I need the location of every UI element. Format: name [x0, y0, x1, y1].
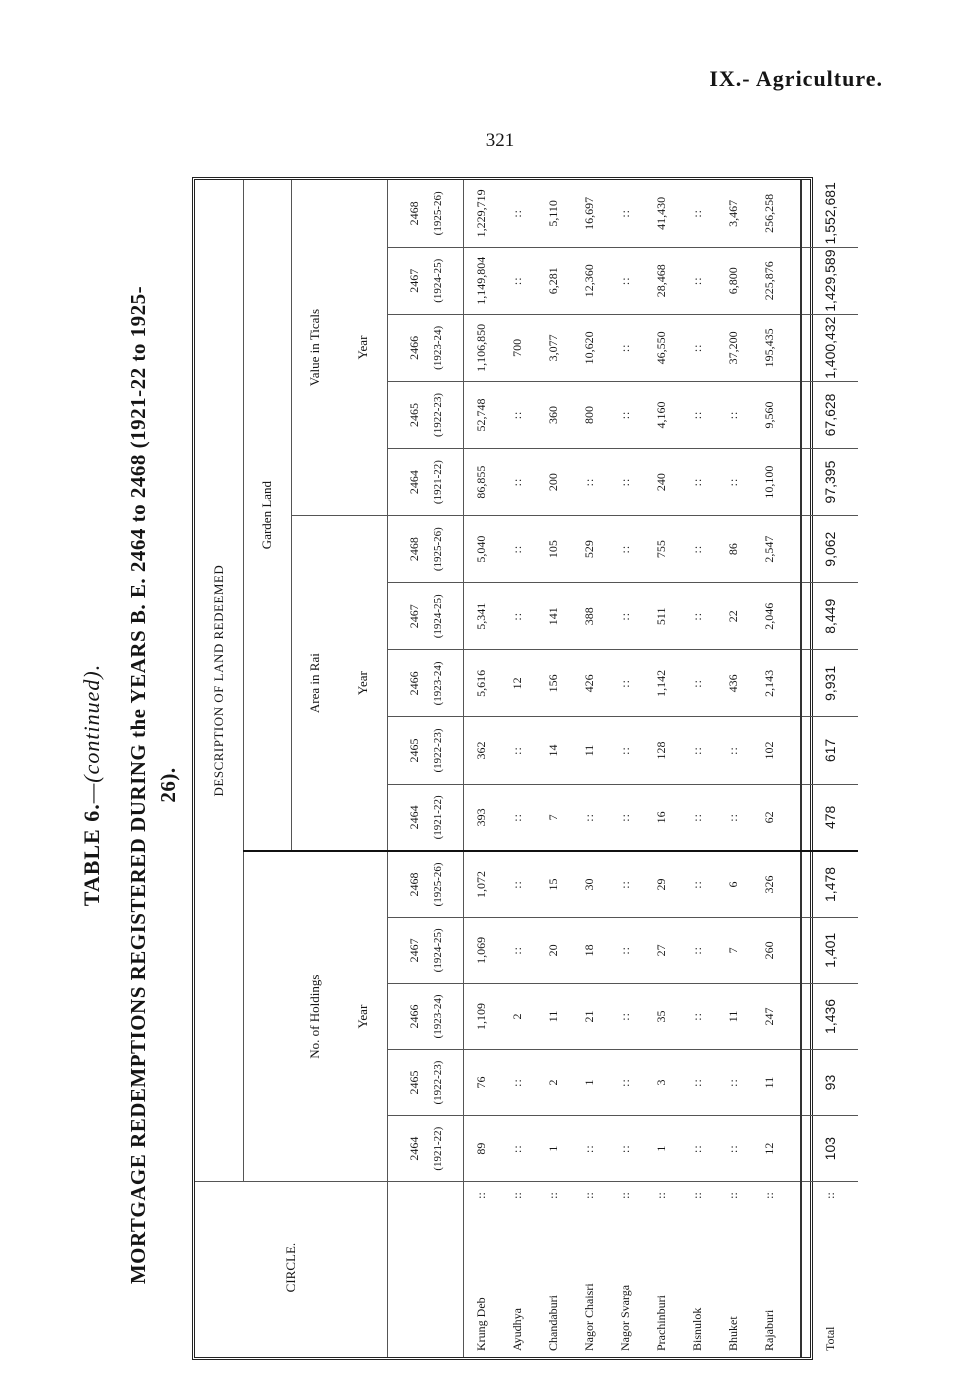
- value-cell: ::: [607, 314, 643, 381]
- holdings-cell: 1,069: [463, 917, 499, 983]
- leader-dots: ::: [822, 1192, 837, 1199]
- spacer-row: [787, 180, 801, 1357]
- year-be-label: 2466: [406, 1004, 421, 1029]
- table-row: [499, 180, 535, 1357]
- value-cell: 10,100: [751, 449, 787, 516]
- circle-name-text: Krung Deb: [473, 1297, 488, 1351]
- spacer-cell: [787, 314, 801, 381]
- table-row: [607, 180, 643, 1357]
- circle-name-text: Bhuket: [725, 1316, 740, 1351]
- area-cell: 11: [571, 717, 607, 784]
- holdings-cell: 1,401: [801, 917, 858, 983]
- area-cell: ::: [607, 784, 643, 851]
- holdings-cell: ::: [679, 983, 715, 1049]
- holdings-cell: 1: [571, 1049, 607, 1115]
- area-cell: ::: [607, 717, 643, 784]
- value-cell: ::: [679, 449, 715, 516]
- circle-name: [679, 1182, 715, 1357]
- year-ce-label: (1923-24): [431, 994, 444, 1039]
- continued-label: —(continued).: [79, 663, 104, 804]
- value-cell: 1,149,804: [463, 247, 499, 314]
- area-cell: ::: [607, 516, 643, 583]
- value-cell: 86,855: [463, 449, 499, 516]
- area-cell: 755: [643, 516, 679, 583]
- value-cell: 46,550: [643, 314, 679, 381]
- leader-dots: ::: [653, 1192, 668, 1199]
- circle-name: [463, 1182, 499, 1357]
- area-cell: ::: [679, 583, 715, 650]
- year-ce-label: (1924-25): [431, 928, 444, 973]
- year-ce-label: (1925-26): [431, 527, 444, 572]
- holdings-year-2464: [387, 1116, 463, 1182]
- area-cell: ::: [715, 717, 751, 784]
- circle-name: [643, 1182, 679, 1357]
- area-cell: 617: [801, 717, 858, 784]
- holdings-cell: ::: [679, 1049, 715, 1115]
- area-year-2464: [387, 784, 463, 851]
- year-ce-label: (1922-23): [431, 728, 444, 773]
- value-year-2468: [387, 180, 463, 247]
- year-ce-label: (1925-26): [431, 191, 444, 236]
- table-body: [463, 180, 858, 1357]
- year-ce-label: (1922-23): [431, 392, 444, 437]
- value-cell: 225,876: [751, 247, 787, 314]
- holdings-cell: 27: [643, 917, 679, 983]
- year-be-label: 2468: [406, 872, 421, 897]
- spacer-cell: [787, 717, 801, 784]
- table-row: [535, 180, 571, 1357]
- area-cell: ::: [499, 583, 535, 650]
- value-cell: 6,800: [715, 247, 751, 314]
- circle-name-text: Rajaburi: [761, 1309, 776, 1351]
- holdings-cell: ::: [679, 1116, 715, 1182]
- holdings-cell: ::: [499, 917, 535, 983]
- value-cell: 37,200: [715, 314, 751, 381]
- holdings-cell: 3: [643, 1049, 679, 1115]
- description-header: DESCRIPTION OF LAND REDEEMED: [195, 180, 243, 1182]
- area-cell: 62: [751, 784, 787, 851]
- area-cell: 426: [571, 650, 607, 717]
- holdings-cell: 11: [535, 983, 571, 1049]
- leader-dots: ::: [473, 1192, 488, 1199]
- circle-name-text: Nagor Chaisri: [581, 1283, 596, 1351]
- area-cell: 141: [535, 583, 571, 650]
- value-cell: 195,435: [751, 314, 787, 381]
- rotated-table-wrapper: [195, 180, 838, 1357]
- value-cell: 700: [499, 314, 535, 381]
- area-year-2466: [387, 650, 463, 717]
- value-cell: 67,628: [801, 381, 858, 448]
- value-cell: ::: [607, 247, 643, 314]
- area-year-label: Year: [339, 516, 387, 852]
- value-cell: ::: [571, 449, 607, 516]
- area-cell: ::: [679, 516, 715, 583]
- area-cell: 5,040: [463, 516, 499, 583]
- holdings-cell: 93: [801, 1049, 858, 1115]
- area-cell: 1,142: [643, 650, 679, 717]
- value-cell: 3,467: [715, 180, 751, 247]
- holdings-cell: 2: [535, 1049, 571, 1115]
- table-row: [463, 180, 499, 1357]
- holdings-cell: ::: [715, 1049, 751, 1115]
- spacer-cell: [787, 917, 801, 983]
- holdings-cell: 1: [535, 1116, 571, 1182]
- circle-name: [571, 1182, 607, 1357]
- spacer-cell: [787, 1116, 801, 1182]
- area-cell: 5,341: [463, 583, 499, 650]
- holdings-cell: 103: [801, 1116, 858, 1182]
- mortgage-redemptions-table: [195, 180, 858, 1357]
- value-cell: 240: [643, 449, 679, 516]
- year-be-label: 2468: [406, 537, 421, 562]
- circle-name: [751, 1182, 787, 1357]
- holdings-year-2468: [387, 851, 463, 917]
- area-cell: ::: [571, 784, 607, 851]
- holdings-cell: ::: [607, 851, 643, 917]
- value-cell: 360: [535, 381, 571, 448]
- holdings-cell: 29: [643, 851, 679, 917]
- holdings-year-label: Year: [339, 851, 387, 1182]
- value-cell: ::: [715, 449, 751, 516]
- area-cell: 9,931: [801, 650, 858, 717]
- holdings-cell: 1,109: [463, 983, 499, 1049]
- circle-years-spacer: [387, 1182, 463, 1357]
- leader-dots: ::: [545, 1192, 560, 1199]
- area-year-2467: [387, 583, 463, 650]
- holdings-cell: 18: [571, 917, 607, 983]
- year-be-label: 2465: [406, 402, 421, 427]
- holdings-cell: ::: [607, 1116, 643, 1182]
- table-label: TABLE 6.: [79, 803, 104, 907]
- value-cell: 1,400,432: [801, 314, 858, 381]
- holdings-cell: 89: [463, 1116, 499, 1182]
- years-row: [387, 180, 463, 1357]
- value-cell: 41,430: [643, 180, 679, 247]
- holdings-cell: 30: [571, 851, 607, 917]
- area-year-2468: [387, 516, 463, 583]
- area-cell: 529: [571, 516, 607, 583]
- circle-name-text: Chandaburi: [545, 1295, 560, 1351]
- holdings-year-2467: [387, 917, 463, 983]
- value-cell: 1,106,850: [463, 314, 499, 381]
- area-header: Area in Rai: [291, 516, 339, 852]
- area-cell: ::: [679, 650, 715, 717]
- spacer-cell: [787, 583, 801, 650]
- area-cell: 16: [643, 784, 679, 851]
- value-cell: 200: [535, 449, 571, 516]
- holdings-cell: ::: [607, 917, 643, 983]
- holdings-cell: 2: [499, 983, 535, 1049]
- holdings-cell: ::: [679, 917, 715, 983]
- circle-name-text: Nagor Svarga: [617, 1284, 632, 1351]
- leader-dots: ::: [725, 1192, 740, 1199]
- spacer-cell: [787, 784, 801, 851]
- area-cell: ::: [679, 717, 715, 784]
- value-cell: ::: [607, 381, 643, 448]
- value-cell: 256,258: [751, 180, 787, 247]
- holdings-cell: 15: [535, 851, 571, 917]
- table-row: [571, 180, 607, 1357]
- holdings-cell: ::: [571, 1116, 607, 1182]
- circle-name: [715, 1182, 751, 1357]
- value-cell: 800: [571, 381, 607, 448]
- year-be-label: 2468: [406, 201, 421, 226]
- table-row: [643, 180, 679, 1357]
- holdings-cell: 7: [715, 917, 751, 983]
- year-ce-label: (1925-26): [431, 862, 444, 907]
- area-cell: 2,143: [751, 650, 787, 717]
- holdings-year-2465: [387, 1049, 463, 1115]
- holdings-cell: 11: [715, 983, 751, 1049]
- year-ce-label: (1921-22): [431, 795, 444, 840]
- value-cell: ::: [679, 381, 715, 448]
- section-header: IX.- Agriculture.: [709, 66, 883, 91]
- value-cell: ::: [715, 381, 751, 448]
- year-ce-label: (1921-22): [431, 1126, 444, 1171]
- area-cell: ::: [607, 583, 643, 650]
- holdings-cell: 21: [571, 983, 607, 1049]
- circle-name: [607, 1182, 643, 1357]
- year-be-label: 2464: [406, 470, 421, 495]
- holdings-cell: 260: [751, 917, 787, 983]
- spacer-cell: [787, 180, 801, 247]
- area-cell: 2,547: [751, 516, 787, 583]
- holdings-cell: 12: [751, 1116, 787, 1182]
- value-cell: 3,077: [535, 314, 571, 381]
- holdings-year-2466: [387, 983, 463, 1049]
- area-cell: 478: [801, 784, 858, 851]
- value-cell: ::: [679, 247, 715, 314]
- holdings-spacer: [243, 851, 291, 1182]
- holdings-cell: 11: [751, 1049, 787, 1115]
- area-cell: 12: [499, 650, 535, 717]
- area-cell: 8,449: [801, 583, 858, 650]
- year-be-label: 2464: [406, 1136, 421, 1161]
- area-cell: 102: [751, 717, 787, 784]
- area-cell: ::: [715, 784, 751, 851]
- area-cell: 128: [643, 717, 679, 784]
- holdings-cell: ::: [715, 1116, 751, 1182]
- value-cell: 97,395: [801, 449, 858, 516]
- circle-name: [535, 1182, 571, 1357]
- area-cell: 388: [571, 583, 607, 650]
- area-cell: ::: [499, 516, 535, 583]
- leader-dots: ::: [617, 1192, 632, 1199]
- value-year-2465: [387, 381, 463, 448]
- value-cell: ::: [499, 449, 535, 516]
- value-cell: ::: [607, 180, 643, 247]
- value-cell: 4,160: [643, 381, 679, 448]
- circle-header: CIRCLE.: [195, 1182, 387, 1357]
- holdings-cell: 35: [643, 983, 679, 1049]
- table-row: [679, 180, 715, 1357]
- value-cell: ::: [499, 381, 535, 448]
- value-cell: 12,360: [571, 247, 607, 314]
- area-cell: 22: [715, 583, 751, 650]
- value-year-2466: [387, 314, 463, 381]
- value-cell: ::: [679, 314, 715, 381]
- holdings-cell: ::: [607, 983, 643, 1049]
- holdings-header: No. of Holdings: [291, 851, 339, 1182]
- spacer-cell: [787, 983, 801, 1049]
- holdings-cell: 76: [463, 1049, 499, 1115]
- value-header: Value in Ticals: [291, 180, 339, 516]
- year-ce-label: (1924-25): [431, 594, 444, 639]
- table-row: [715, 180, 751, 1357]
- year-ce-label: (1923-24): [431, 325, 444, 370]
- value-cell: 16,697: [571, 180, 607, 247]
- value-year-2467: [387, 247, 463, 314]
- table-caption: [77, 270, 107, 1300]
- holdings-cell: 1,478: [801, 851, 858, 917]
- holdings-cell: 326: [751, 851, 787, 917]
- year-be-label: 2465: [406, 1070, 421, 1095]
- value-year-label: Year: [339, 180, 387, 516]
- holdings-cell: ::: [499, 1049, 535, 1115]
- value-cell: 9,560: [751, 381, 787, 448]
- holdings-cell: ::: [499, 851, 535, 917]
- leader-dots: ::: [509, 1192, 524, 1199]
- holdings-cell: 247: [751, 983, 787, 1049]
- value-cell: 1,229,719: [463, 180, 499, 247]
- holdings-cell: 6: [715, 851, 751, 917]
- circle-name-text: Bisnulok: [689, 1307, 704, 1351]
- table-frame: [192, 177, 838, 1360]
- area-cell: 5,616: [463, 650, 499, 717]
- garden-land-header: Garden Land: [243, 180, 291, 851]
- year-be-label: 2464: [406, 805, 421, 830]
- spacer-cell: [787, 449, 801, 516]
- value-cell: ::: [679, 180, 715, 247]
- leader-dots: ::: [689, 1192, 704, 1199]
- area-cell: 393: [463, 784, 499, 851]
- area-cell: 156: [535, 650, 571, 717]
- spacer-cell: [787, 247, 801, 314]
- value-cell: 5,110: [535, 180, 571, 247]
- year-ce-label: (1924-25): [431, 258, 444, 303]
- year-be-label: 2466: [406, 335, 421, 360]
- circle-name-text: Prachinburi: [653, 1295, 668, 1351]
- year-ce-label: (1922-23): [431, 1060, 444, 1105]
- year-be-label: 2467: [406, 268, 421, 293]
- holdings-cell: ::: [679, 851, 715, 917]
- value-cell: 1,429,589: [801, 247, 858, 314]
- area-cell: ::: [499, 784, 535, 851]
- holdings-cell: 1,072: [463, 851, 499, 917]
- holdings-cell: 1: [643, 1116, 679, 1182]
- spacer-cell: [787, 1182, 801, 1357]
- value-cell: 52,748: [463, 381, 499, 448]
- leader-dots: ::: [581, 1192, 596, 1199]
- year-be-label: 2465: [406, 738, 421, 763]
- circle-name: [801, 1182, 858, 1357]
- spacer-cell: [787, 516, 801, 583]
- value-cell: ::: [499, 180, 535, 247]
- value-cell: 1,552,681: [801, 180, 858, 247]
- area-cell: 436: [715, 650, 751, 717]
- area-cell: 2,046: [751, 583, 787, 650]
- leader-dots: ::: [761, 1192, 776, 1199]
- circle-name-text: Ayudhya: [509, 1308, 524, 1351]
- area-cell: ::: [499, 717, 535, 784]
- area-cell: 7: [535, 784, 571, 851]
- value-cell: ::: [607, 449, 643, 516]
- spacer-cell: [787, 851, 801, 917]
- total-row: [801, 180, 858, 1357]
- value-cell: 28,468: [643, 247, 679, 314]
- rotated-captions: [75, 270, 185, 1300]
- holdings-cell: 1,436: [801, 983, 858, 1049]
- circle-name: [499, 1182, 535, 1357]
- spacer-cell: [787, 1049, 801, 1115]
- holdings-cell: ::: [607, 1049, 643, 1115]
- year-be-label: 2466: [406, 671, 421, 696]
- area-cell: 105: [535, 516, 571, 583]
- year-be-label: 2467: [406, 938, 421, 963]
- circle-name-text: Total: [822, 1326, 837, 1351]
- area-cell: ::: [679, 784, 715, 851]
- year-ce-label: (1923-24): [431, 661, 444, 706]
- area-cell: 9,062: [801, 516, 858, 583]
- area-cell: 14: [535, 717, 571, 784]
- value-year-2464: [387, 449, 463, 516]
- page-number: 321: [485, 130, 515, 151]
- value-cell: 10,620: [571, 314, 607, 381]
- table-title: MORTGAGE REDEMPTIONS REGISTERED DURING the YEARS B. E. 2464 to 2468 (1921-22 to 1925-26).: [126, 285, 180, 1285]
- holdings-cell: ::: [499, 1116, 535, 1182]
- area-year-2465: [387, 717, 463, 784]
- area-cell: ::: [607, 650, 643, 717]
- year-ce-label: (1921-22): [431, 460, 444, 505]
- value-cell: 6,281: [535, 247, 571, 314]
- holdings-cell: 20: [535, 917, 571, 983]
- spacer-cell: [787, 381, 801, 448]
- year-be-label: 2467: [406, 604, 421, 629]
- area-cell: 362: [463, 717, 499, 784]
- spacer-cell: [787, 650, 801, 717]
- value-cell: ::: [499, 247, 535, 314]
- area-cell: 86: [715, 516, 751, 583]
- table-row: [751, 180, 787, 1357]
- area-cell: 511: [643, 583, 679, 650]
